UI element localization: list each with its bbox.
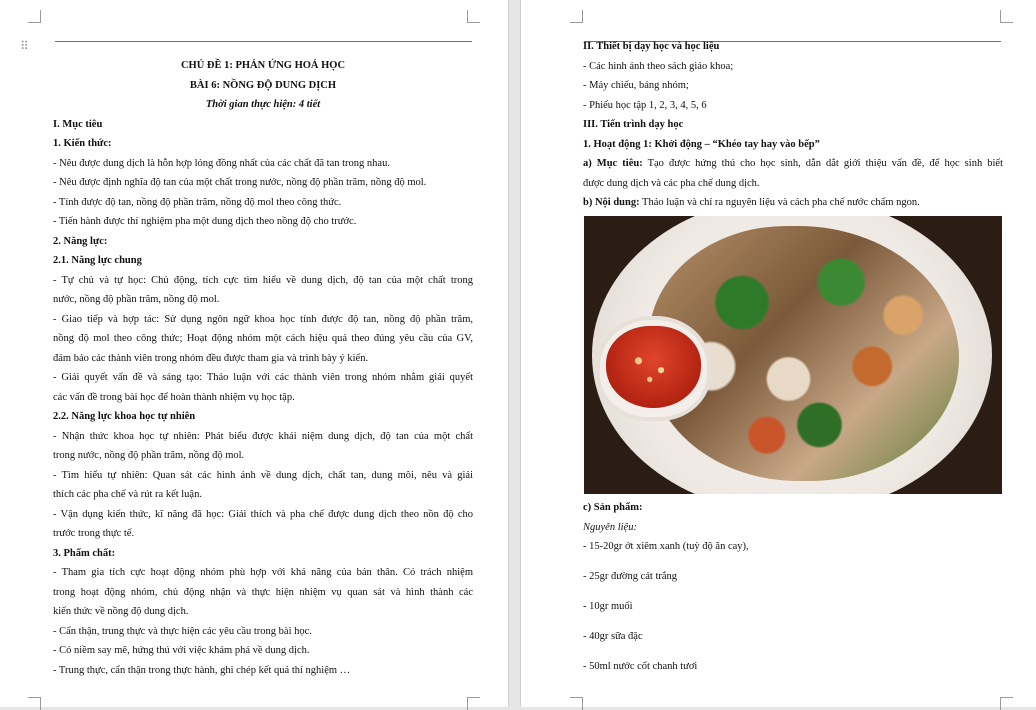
crop-mark xyxy=(1000,697,1013,710)
product-heading: c) Sản phẩm: xyxy=(583,502,643,513)
ingredient-item: - 50ml nước cốt chanh tươi xyxy=(583,661,698,672)
text-line: trước trong thực tế. xyxy=(53,528,135,539)
text-line: đảm bảo các thành viên trong nhóm đều được tham gia và trình bày ý kiến. xyxy=(53,352,369,364)
text-line: các vấn đề trong bài học để hoàn thành nhiệm vụ học tập. xyxy=(53,391,295,403)
text-line: - Tự chủ và tự học: Chủ động, tích cực tìm hiểu về dung dịch, độ tan của một chất trong xyxy=(53,274,473,286)
objective-line: a) Mục tiêu: Tạo được hứng thú cho học sinh, dẫn dắt giới thiệu vấn đề, để học sinh biết xyxy=(583,158,1003,169)
text-line: - Nêu được dung dịch là hỗn hợp lỏng đồng nhất của các chất đã tan trong nhau. xyxy=(53,157,390,169)
subsection-heading: 2. Năng lực: xyxy=(53,235,108,247)
text-line: trong nước, nồng độ phần trăm, nồng độ mol. xyxy=(53,450,245,461)
page-left xyxy=(0,0,509,707)
objective-line-label: a) Mục tiêu: xyxy=(583,158,643,169)
ingredient-item: - 40gr sữa đặc xyxy=(583,631,643,642)
text-line: nồng độ mol theo công thức; Hoạt động nhóm một cách hiệu quả theo đúng yêu cầu của GV, xyxy=(53,333,473,344)
section-heading: III. Tiến trình dạy học xyxy=(583,119,684,130)
text-line: - Có niềm say mê, hứng thú với việc khám phá về dung dịch. xyxy=(53,645,310,656)
subsection-heading: 2.1. Năng lực chung xyxy=(53,255,142,266)
text-line: - Phiếu học tập 1, 2, 3, 4, 5, 6 xyxy=(583,99,707,111)
crop-mark xyxy=(467,697,480,710)
page-title: CHỦ ĐỀ 1: PHẢN ỨNG HOÁ HỌC xyxy=(180,60,346,71)
food-photo[interactable] xyxy=(584,216,1002,494)
subsection-heading: 3. Phẩm chất: xyxy=(53,547,116,559)
text-line: được dung dịch và các pha chế dung dịch. xyxy=(583,177,760,189)
crop-mark xyxy=(1000,10,1013,23)
crop-mark xyxy=(467,10,480,23)
left-page-content xyxy=(53,56,473,680)
ingredient-item: - 15-20gr ớt xiêm xanh (tuỳ độ ăn cay), xyxy=(583,541,749,552)
text-line: - Cẩn thận, trung thực và thực hiện các yêu cầu trong bài học. xyxy=(53,625,312,637)
text-line: - Vận dụng kiến thức, kĩ năng đã học: Giải thích và pha chế được dung dịch theo nồn độ cho xyxy=(53,508,473,520)
text-line: - Giao tiếp và hợp tác: Sử dụng ngôn ngữ khoa học tính được độ tan, nồng độ phần trăm, xyxy=(53,313,473,325)
text-line: - Tính được độ tan, nồng độ phần trăm, nồng độ mol theo công thức. xyxy=(53,196,342,208)
text-line: - Trung thực, cẩn thận trong thực hành, ghi chép kết quả thí nghiệm … xyxy=(53,664,351,676)
crop-mark xyxy=(570,697,583,710)
subsection-heading: 2.2. Năng lực khoa học tự nhiên xyxy=(53,411,196,422)
text-line: - Giải quyết vấn đề và sáng tạo: Thảo luận với các thành viên trong nhóm nhằm giải quyết xyxy=(53,372,473,383)
page-gap xyxy=(509,0,519,707)
section-heading: I. Mục tiêu xyxy=(53,118,103,130)
content-line: b) Nội dung: Thảo luận và chỉ ra nguyên liệu và cách pha chế nước chấm ngon. xyxy=(583,197,920,208)
text-line: - Tìm hiểu tự nhiên: Quan sát các hình ảnh về dung dịch, chất tan, dung môi, nêu và giải xyxy=(53,469,473,481)
ingredients-heading: Nguyên liệu: xyxy=(583,521,637,533)
text-line: - Tham gia tích cực hoạt động nhóm phù hợp với khả năng của bản thân. Có trách nhiệm xyxy=(53,567,473,578)
activity-heading: 1. Hoạt động 1: Khởi động – “Khéo tay hay vào bếp” xyxy=(583,138,820,150)
text-line: kiến thức về nồng độ dung dịch. xyxy=(53,606,189,617)
ingredient-item: - 10gr muối xyxy=(583,601,633,612)
section-heading: II. Thiết bị dạy học và học liệu xyxy=(583,41,720,52)
text-line: thích các pha chế và rút ra kết luận. xyxy=(53,489,202,500)
content-line-label: b) Nội dung: xyxy=(583,197,640,208)
text-line: trong hoạt động nhóm, chủ động nhận và thực hiện nhiệm vụ quan sát và hình thành các xyxy=(53,586,473,598)
subsection-heading: 1. Kiến thức: xyxy=(53,138,112,149)
crop-mark xyxy=(28,697,41,710)
page-right xyxy=(520,0,1036,707)
ingredient-item: - 25gr đường cát trắng xyxy=(583,571,678,582)
text-line: - Các hình ảnh theo sách giáo khoa; xyxy=(583,60,734,72)
sauce-bowl-shape xyxy=(596,316,711,421)
crop-mark xyxy=(570,10,583,23)
time-line: Thời gian thực hiện: 4 tiết xyxy=(205,99,321,110)
lesson-title: BÀI 6: NỒNG ĐỘ DUNG DỊCH xyxy=(189,79,337,91)
drag-handle-icon[interactable]: ⠿ xyxy=(20,39,30,53)
text-line: - Nhận thức khoa học tự nhiên: Phát biểu được khái niệm dung dịch, độ tan của một chất xyxy=(53,430,473,442)
crop-mark xyxy=(28,10,41,23)
right-page-content-top xyxy=(583,37,1003,213)
text-line: nước, nồng độ phần trăm, nồng độ mol. xyxy=(53,294,220,305)
text-line: - Nêu được định nghĩa độ tan của một chất trong nước, nồng độ phần trăm, nồng độ mol. xyxy=(53,177,427,188)
text-line: - Tiến hành được thí nghiệm pha một dung dịch theo nồng độ cho trước. xyxy=(53,216,357,227)
header-rule xyxy=(55,41,472,42)
text-line: - Máy chiếu, bảng nhóm; xyxy=(583,80,689,91)
right-page-content-bottom xyxy=(583,498,1003,677)
